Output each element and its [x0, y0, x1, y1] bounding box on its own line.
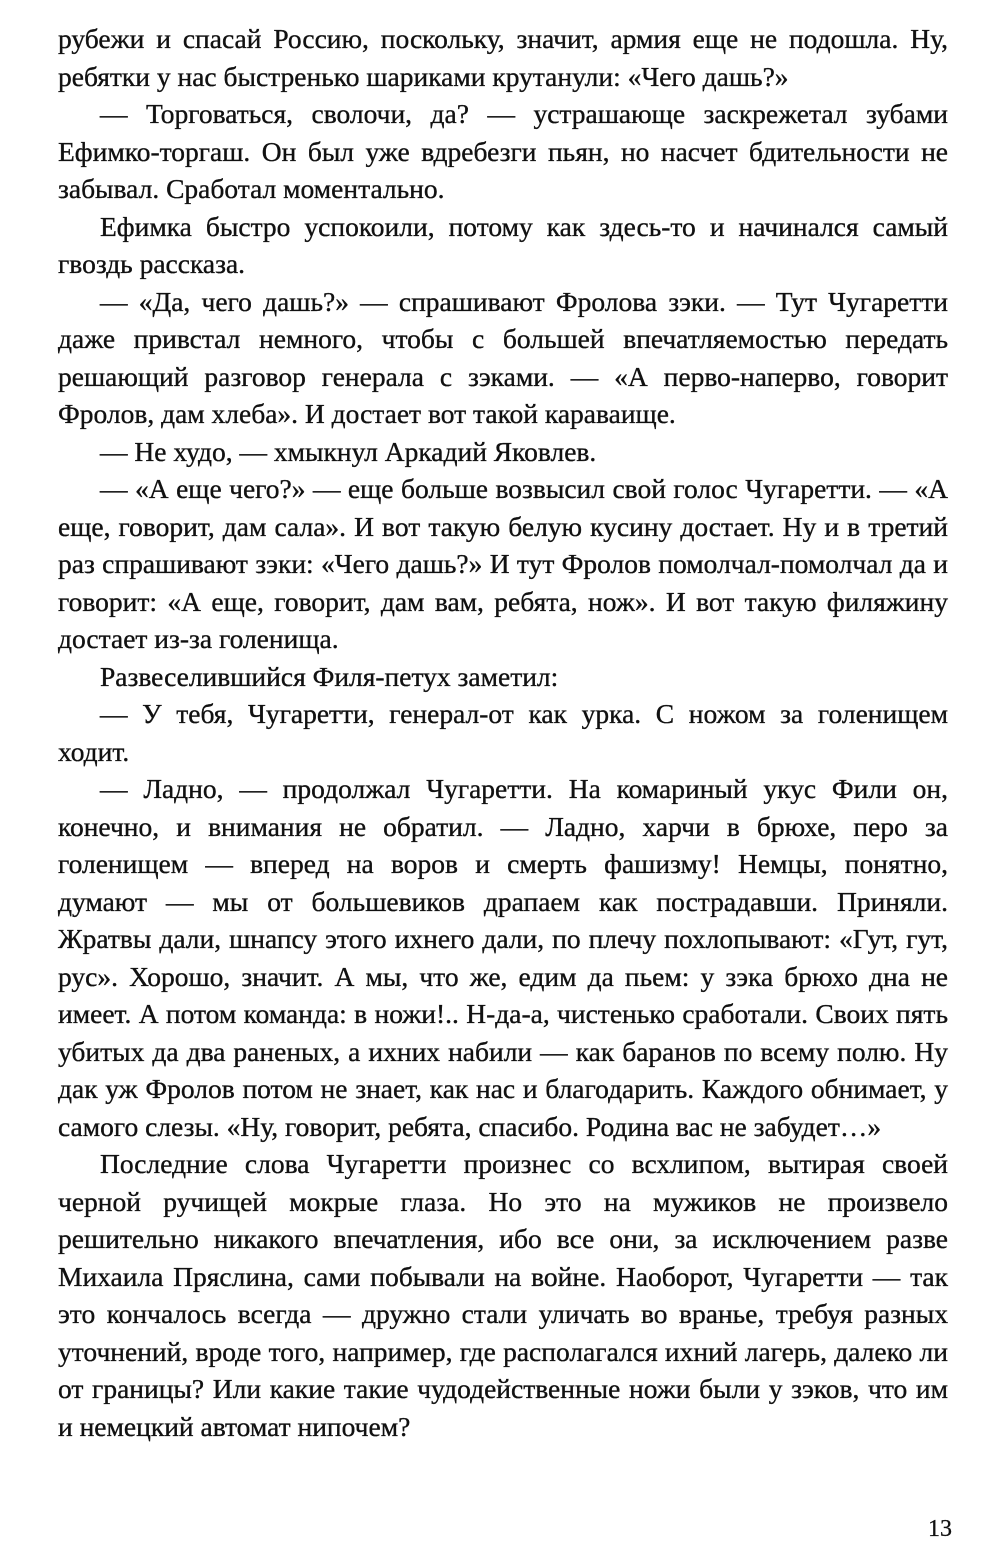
paragraph-6: — «А еще чего?» — еще больше возвысил свой голос Чугаретти. — «А еще, говорит, дам сала». И вот такую белую кусину достает. Ну и в третий раз спрашивают зэки: «Чего дашь?» И тут Фролов помолчал-помолчал да и говорит: «А еще, говорит, дам вам, ребята, нож». И вот такую филяжину достает из-за голенища.	[58, 473, 948, 654]
page-body	[58, 20, 948, 1445]
paragraph-4: — «Да, чего дашь?» — спрашивают Фролова зэки. — Тут Чугаретти даже привстал немного, чтобы с большей впечатляемостью передать решающий разговор генерала с зэками. — «А перво-наперво, говорит Фролов, дам хлеба». И достает вот такой караваище.	[58, 285, 948, 429]
paragraph-2: — Торговаться, сволочи, да? — устрашающе заскрежетал зубами Ефимко-торгаш. Он был уже вдребезги пьян, но насчет бдительности не забывал. Сработал моментально.	[58, 98, 948, 204]
paragraph-1: рубежи и спасай Россию, поскольку, значит, армия еще не подошла. Ну, ребятки у нас быстренько шариками крутанули: «Чего дашь?»	[58, 23, 948, 92]
paragraph-8: — У тебя, Чугаретти, генерал-от как урка. С ножом за голенищем ходит.	[58, 698, 948, 767]
paragraph-10: Последние слова Чугаретти произнес со всхлипом, вытирая своей черной ручищей мокрые глаза. Но это на мужиков не произвело решительно никакого впечатления, ибо все они, за исключением разве Михаила Пряслина, сами побывали на войне. Наоборот, Чугаретти — так это кончалось всегда — дружно стали уличать во вранье, требуя разных уточнений, вроде того, например, где располагался ихний лагерь, далеко ли от границы? Или какие такие чудодейственные ножи были у зэков, что им и немецкий автомат нипочем?	[58, 1148, 948, 1442]
paragraph-5: — Не худо, — хмыкнул Аркадий Яковлев.	[100, 435, 597, 467]
paragraph-3: Ефимка быстро успокоили, потому как здесь-то и начинался самый гвоздь рассказа.	[58, 210, 948, 279]
paragraph-9: — Ладно, — продолжал Чугаретти. На комариный укус Фили он, конечно, и внимания не обратил. — Ладно, харчи в брюхе, перо за голенищем — вперед на воров и смерть фашизму! Немцы, понятно, думают — мы от большевиков драпаем как пострадавши. Приняли. Жратвы дали, шнапсу этого ихнего дали, по плечу похлопывают: «Гут, гут, рус». Хорошо, значит. А мы, что же, едим да пьем: у зэка брюхо дна не имеет. А потом команда: в ножи!.. Н-да-а, чистенько сработали. Своих пять убитых да два раненых, а ихних набили — как баранов по всему полю. Ну дак уж Фролов потом не знает, как нас и благодарить. Каждого обнимает, у самого слезы. «Ну, говорит, ребята, спасибо. Родина вас не забудет…»	[58, 773, 948, 1142]
page-number: 13	[928, 1516, 952, 1542]
paragraph-7: Развеселившийся Филя-петух заметил:	[100, 660, 559, 692]
